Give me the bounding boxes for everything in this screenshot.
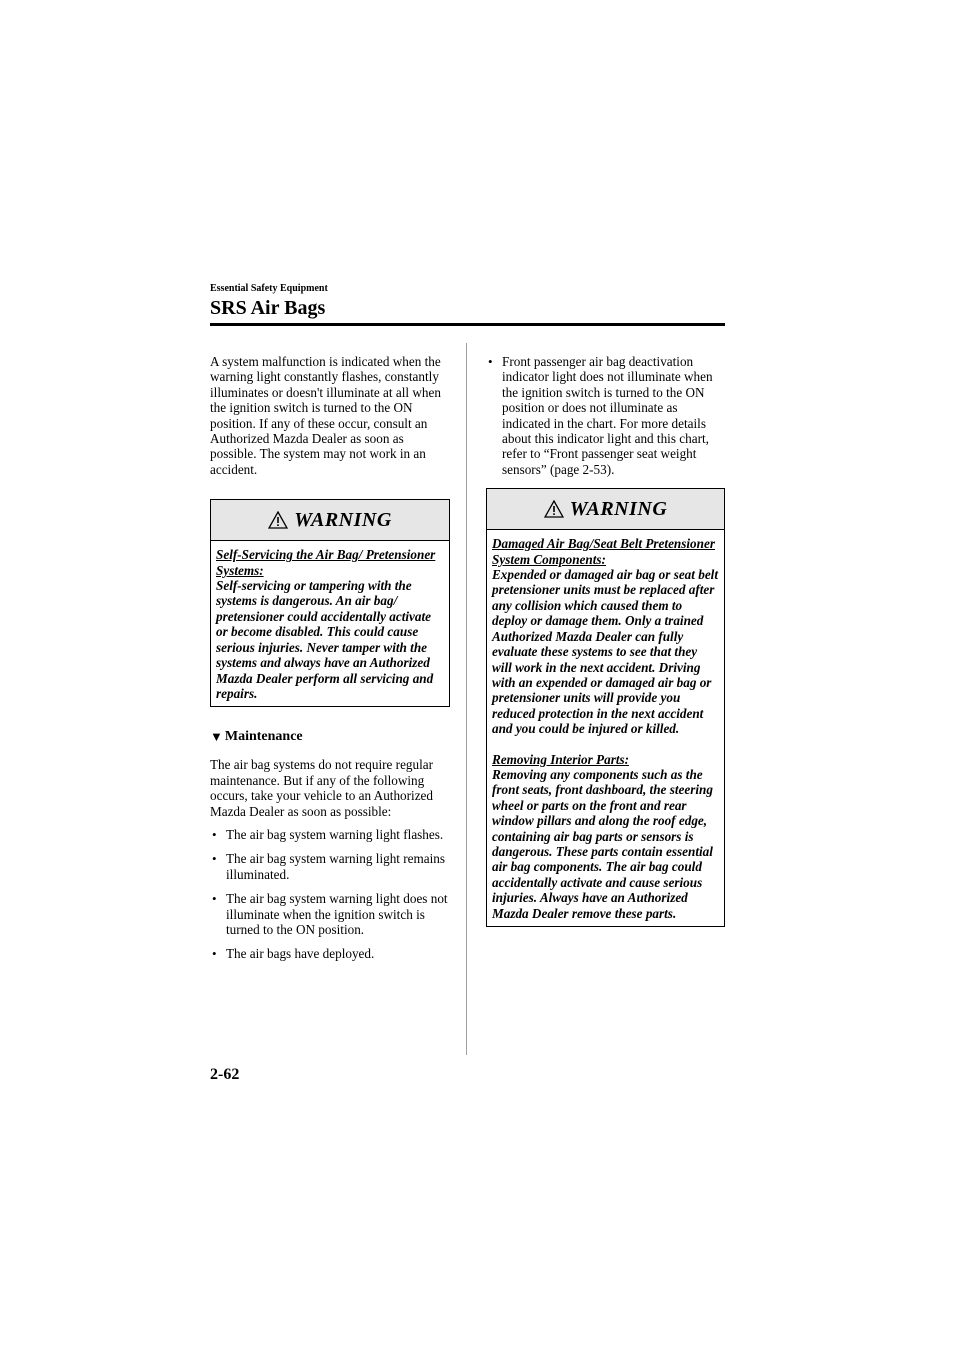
list-item-text: The air bag system warning light flashes. <box>226 826 444 842</box>
warning-label: WARNING <box>294 508 392 531</box>
triangle-down-icon: ▼ <box>210 729 223 745</box>
warning-text: Expended or damaged air bag or seat belt pretensioner units must be replaced after any collision which caused them to deploy or damage them. Only a trained Authorized Mazda Dealer can fully evaluate these systems to see that they will work in the next accident. Driving with an expended or damaged air bag or pretensioner units will provide you reduced protection in the next accident and you could be injured or killed. <box>492 567 719 737</box>
warning-box-damaged-components <box>486 488 725 927</box>
bullet-icon: • <box>212 826 217 842</box>
warning-body <box>487 530 724 926</box>
maintenance-section <box>210 729 450 961</box>
warning-box-self-servicing <box>210 499 450 707</box>
warning-text: Self-servicing or tampering with the systems is dangerous. An air bag/ pretensioner could accidentally activate or become disabled. This could cause serious injuries. Never tamper with the systems and always have an Authorized Mazda Dealer perform all servicing and repairs. <box>216 578 434 701</box>
list-item-text: The air bags have deployed. <box>226 946 375 962</box>
warning-header <box>211 500 449 541</box>
list-item <box>210 827 450 842</box>
intro-paragraph: A system malfunction is indicated when the warning light constantly flashes, constantly illuminates or doesn't illuminate at all when the ignition switch is turned to the ON position. If any of these occur, consult an Authorized Mazda Dealer as soon as possible. The system may not work in an accident. <box>210 354 441 477</box>
warning-triangle-icon <box>544 500 564 518</box>
list-item <box>486 354 725 477</box>
right-column <box>486 354 725 927</box>
page-number: 2-62 <box>210 1066 240 1083</box>
warning-text: Removing any components such as the front seats, front dashboard, the steering wheel or parts on the front and rear window pillars and along the roof edge, containing air bag parts or sensors is dangerous. These parts contain essential air bag components. The air bag could accidentally activate and cause serious injuries. Always have an Authorized Mazda Dealer remove these parts. <box>492 766 713 921</box>
bullet-icon: • <box>212 946 217 962</box>
warning-triangle-icon <box>268 511 288 529</box>
maintenance-paragraph: The air bag systems do not require regular maintenance. But if any of the following occurs, take your vehicle to an Authorized Mazda Dealer as soon as possible: <box>210 757 434 819</box>
list-item <box>210 851 450 882</box>
warning-heading: Self-Servicing the Air Bag/ Pretensioner Systems: <box>216 547 436 578</box>
header-rule <box>210 323 725 326</box>
list-item-text: Front passenger air bag deactivation indicator light does not illuminate when the ignition switch is turned to the ON position or does not illuminate as indicated in the chart. For more details about this indicator light and this chart, refer to “Front passenger seat weight sensors” (page 2-53). <box>502 354 713 477</box>
warning-label: WARNING <box>569 497 668 520</box>
maintenance-list <box>210 827 450 962</box>
warning-body <box>211 541 449 706</box>
bullet-icon: • <box>212 851 217 867</box>
maintenance-heading-text: Maintenance <box>224 729 303 745</box>
warning-heading: Removing Interior Parts: <box>492 751 630 767</box>
bullet-icon: • <box>488 354 493 369</box>
page-title: SRS Air Bags <box>210 297 326 319</box>
warning-header <box>487 489 724 530</box>
list-item-text: The air bag system warning light remains illuminated. <box>226 851 446 882</box>
list-item-text: The air bag system warning light does not illuminate when the ignition switch is turned to the ON position. <box>226 891 448 937</box>
warning-heading: Damaged Air Bag/Seat Belt Pretensioner System Components: <box>492 536 715 567</box>
left-column <box>210 354 450 962</box>
bullet-icon: • <box>212 891 217 907</box>
list-item <box>210 946 450 961</box>
list-item <box>210 891 450 937</box>
passenger-indicator-list <box>486 354 725 477</box>
maintenance-heading <box>210 729 450 745</box>
section-label: Essential Safety Equipment <box>210 283 328 294</box>
column-divider <box>466 343 467 1055</box>
